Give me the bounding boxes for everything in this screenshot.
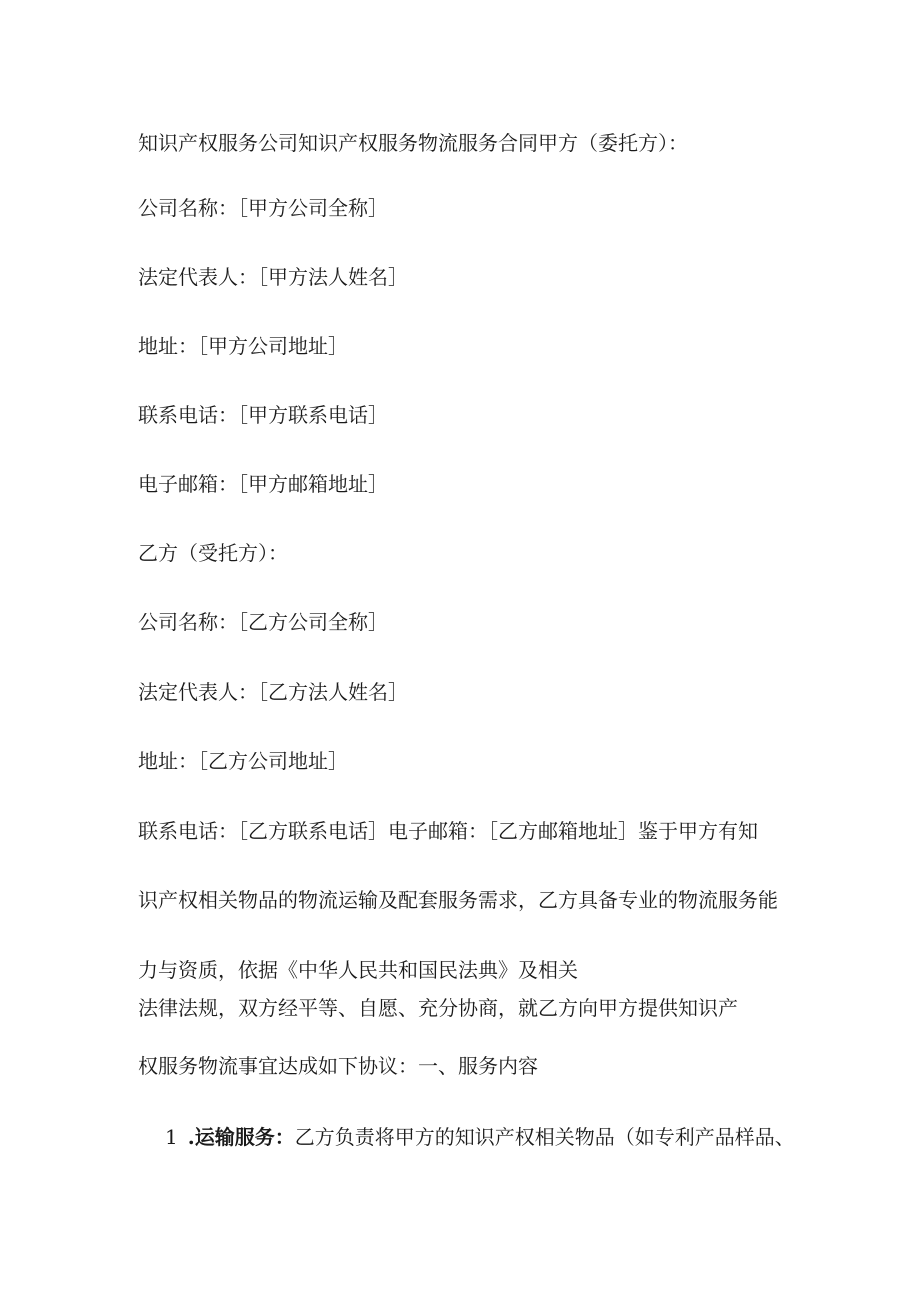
list-item-dot: . (187, 1125, 195, 1149)
paragraph-line: 权服务物流事宜达成如下协议：一、服务内容 (138, 1054, 538, 1078)
party-b-company-name: 公司名称：［乙方公司全称］ (138, 610, 388, 634)
party-b-legal-representative: 法定代表人：［乙方法人姓名］ (138, 680, 408, 704)
party-a-address: 地址：［甲方公司地址］ (138, 334, 348, 358)
list-item-transport-service (165, 1124, 805, 1150)
party-a-legal-representative: 法定代表人：［甲方法人姓名］ (138, 265, 408, 289)
list-item-number: 1 (165, 1125, 178, 1149)
party-a-company-name: 公司名称：［甲方公司全称］ (138, 196, 388, 220)
list-item-text: 乙方负责将甲方的知识产权相关物品（如专利产品样品、 (294, 1125, 795, 1149)
party-b-heading: 乙方（受托方）： (138, 541, 288, 565)
paragraph-line: 联系电话：［乙方联系电话］电子邮箱：［乙方邮箱地址］鉴于甲方有知 (138, 819, 758, 843)
party-a-email: 电子邮箱：［甲方邮箱地址］ (138, 472, 388, 496)
contract-title-line: 知识产权服务公司知识产权服务物流服务合同甲方（委托方）： (138, 131, 688, 155)
paragraph-line: 力与资质，依据《中华人民共和国民法典》及相关 (138, 958, 578, 982)
party-b-address: 地址：［乙方公司地址］ (138, 749, 348, 773)
paragraph-line: 法律法规，双方经平等、自愿、充分协商，就乙方向甲方提供知识产 (138, 996, 738, 1020)
paragraph-line: 识产权相关物品的物流运输及配套服务需求，乙方具备专业的物流服务能 (138, 888, 778, 912)
party-a-phone: 联系电话：［甲方联系电话］ (138, 403, 388, 427)
list-item-label: 运输服务： (194, 1125, 295, 1149)
